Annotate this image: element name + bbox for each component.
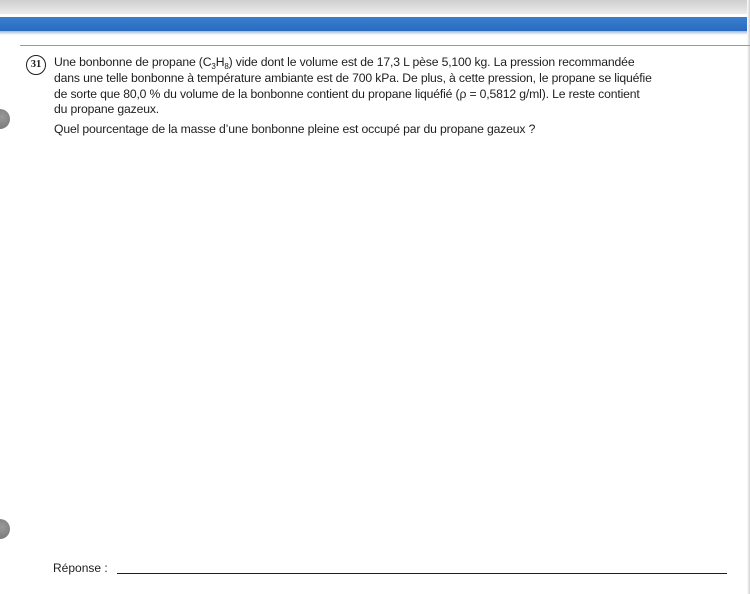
header-band-shadow xyxy=(0,31,750,35)
question-line-3: de sorte que 80,0 % du volume de la bonbonne contient du propane liquéfié (ρ = 0,5812 g/ml). Le reste contient xyxy=(54,86,640,101)
question-line-4: du propane gazeux. xyxy=(54,102,160,117)
question-prompt: Quel pourcentage de la masse d’une bonbonne pleine est occupé par du propane gazeux ? xyxy=(54,122,536,137)
question-line-2: dans une telle bonbonne à température ambiante est de 700 kPa. De plus, à cette pression, le propane se liquéfie xyxy=(54,70,652,85)
question-31 xyxy=(26,55,736,138)
header-rule xyxy=(20,45,750,46)
top-margin-band xyxy=(0,0,750,14)
question-number-badge: 31 xyxy=(26,55,46,75)
answer-line[interactable] xyxy=(117,573,727,574)
question-text xyxy=(54,55,736,138)
question-line-1: Une bonbonne de propane $(C_3H_8)$ vide dont le volume est de 17,3 L pèse 5,100 kg. La pression recommandée xyxy=(54,55,635,71)
header-blue-band xyxy=(0,17,750,31)
binder-hole xyxy=(0,519,10,539)
binder-hole xyxy=(0,109,10,129)
answer-label: Réponse : xyxy=(53,561,108,575)
